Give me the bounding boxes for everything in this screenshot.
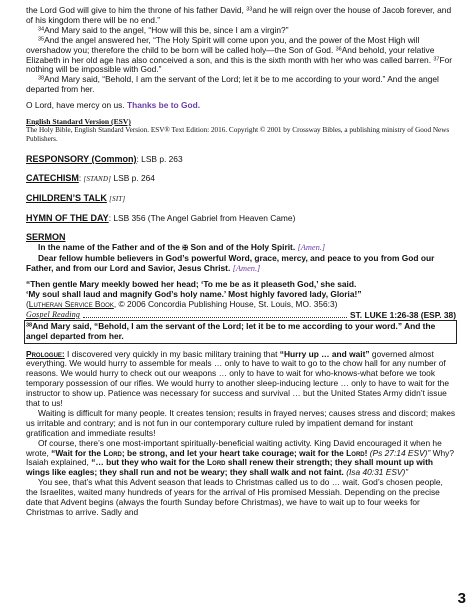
childrens-talk-heading: CHILDREN’S TALK [SIT] xyxy=(26,193,126,204)
source-copyright: The Holy Bible, English Standard Version. ESV® Text Edition: 2016. Copyright © 2001 by Crossway Bibles, a publishing ministry of Good News Publishers. xyxy=(26,126,450,143)
scripture-passage: the Lord God will give to him the throne of his father David, $^{33}$and he will reign over the house of Jacob forever, and of his kingdom there will be no end.” xyxy=(26,5,452,25)
posture-tag: [SIT] xyxy=(109,196,126,204)
gospel-reading-reference: ST. LUKE 1:26-38 (ESP. 38) xyxy=(350,309,456,320)
scripture-verse-38: $^{38}$And Mary said, “Behold, I am the servant of the Lord; let it be to me according to your word.” And the angel departed from her. xyxy=(26,74,439,95)
advent-paragraph: You see, that’s what this Advent season that leads to Christmas called us to do … wait. God’s chosen people, the Israelites, waited many hundreds of years for the arrival of His promised Messiah. Depending on the precise date that Advent begins (always the fourth Sunday before Christmas), we have to wait up to four weeks for Christmas to arrive. Sadly and xyxy=(26,477,443,517)
invocation: In the name of the Father and of the ✠ Son and of the Holy Spirit. [Amen.] xyxy=(38,242,326,253)
verse-number: 33 xyxy=(246,6,253,13)
prologue-paragraph: Prologue: I discovered very quickly in my basic military training that “Hurry up … and wait” governed almost everything. We would hurry to assemble for meals … only to have to wait to go to the chow hall for any number of reasons. We would hurry to check out our weapons … only to have to wait for who-knows-what before we took temporary possession of our rifles. We would hurry to another sleep-inducing lecture … only to have to wait for the instructor to show up. Patience was necessary for success and survival … but the United States Army didn’t issue that to us! xyxy=(26,348,449,409)
amen-response: [Amen.] xyxy=(297,243,326,253)
response-line: O Lord, have mercy on us. Thanks be to God. xyxy=(26,100,201,111)
source-title: English Standard Version (ESV) xyxy=(26,117,131,127)
scripture-verse-35: $^{35}$And the angel answered her, “The Holy Spirit will come upon you, and the power of the Most High will overshadow you; therefore the child to be born will be called holy—the Son of God. $^{36}$And behold, your relative Elizabeth in her old age has also conceived a son, and this is the sixth month with her who was called barren. $^{37}$For nothing will be impossible with God.” xyxy=(26,34,453,75)
page-number: 3 xyxy=(457,590,466,607)
hymn-quote-line-2: ‘My soul shall laud and magnify God’s holy name.’ Most highly favored lady, Gloria!” xyxy=(26,288,362,299)
gospel-reading-row xyxy=(26,310,456,320)
response-answer: Thanks be to God. xyxy=(127,100,201,111)
greeting: Dear fellow humble believers in God’s powerful Word, grace, mercy, and peace to you from God our Father, and from our Lord and Savior, Jesus Christ. [Amen.] xyxy=(26,253,435,274)
hymnal-title: Lutheran Service Book xyxy=(28,298,114,309)
catechism-heading: CATECHISM: [STAND] LSB p. 264 xyxy=(26,173,155,184)
hymn-citation: (Lutheran Service Book, © 2006 Concordia Publishing House, St. Louis, MO. 356:3) xyxy=(26,298,338,309)
sermon-heading: SERMON xyxy=(26,232,66,243)
sermon-text-box: $^{38}$And Mary said, “Behold, I am the servant of the Lord; let it be to me according to your word.” And the angel departed from her. xyxy=(24,320,457,344)
waiting-paragraph: Waiting is difficult for many people. It creates tension; results in frayed nerves; causes stress and discord; makes us irritable and contrary; and is not fun in our contemporary culture ruled by impatient demand for instant gratification and immediate results! xyxy=(26,407,456,438)
responsory-heading: RESPONSORY (Common): LSB p. 263 xyxy=(26,154,183,165)
psalm-isaiah-paragraph: Of course, there’s one most-important spiritually-beneficial waiting activity. King David encouraged it when he wrote, “Wait for the Lord; be strong, and let your heart take courage; wait for the Lord! (Ps 27:14 ESV)” Why? Isaiah explained, “… but they who wait for the Lord shall renew their strength; they shall mount up with wings like eagles; they shall run and not be weary; they shall walk and not faint. (Isa 40:31 ESV)” xyxy=(26,437,455,478)
psalm-citation: (Ps 27:14 ESV)” xyxy=(369,447,431,458)
bulletin-page xyxy=(26,6,456,518)
amen-response: [Amen.] xyxy=(232,264,261,274)
cross-icon: ✠ xyxy=(182,245,189,253)
leader-dots xyxy=(83,316,347,318)
hymn-quote-line-1: “Then gentle Mary meekly bowed her head; ‘To me be as it pleaseth God,’ she said. xyxy=(26,278,357,289)
gospel-reading-label: Gospel Reading xyxy=(26,309,81,319)
scripture-verse-34: $^{34}$And Mary said to the angel, “How will this be, since I am a virgin?” xyxy=(38,24,289,35)
hymn-of-the-day-heading: HYMN OF THE DAY: LSB 356 (The Angel Gabriel from Heaven Came) xyxy=(26,213,296,224)
isaiah-citation: (Isa 40:31 ESV)” xyxy=(346,467,409,478)
prologue-label: Prologue: xyxy=(26,348,65,359)
posture-tag: [STAND] xyxy=(83,176,112,184)
